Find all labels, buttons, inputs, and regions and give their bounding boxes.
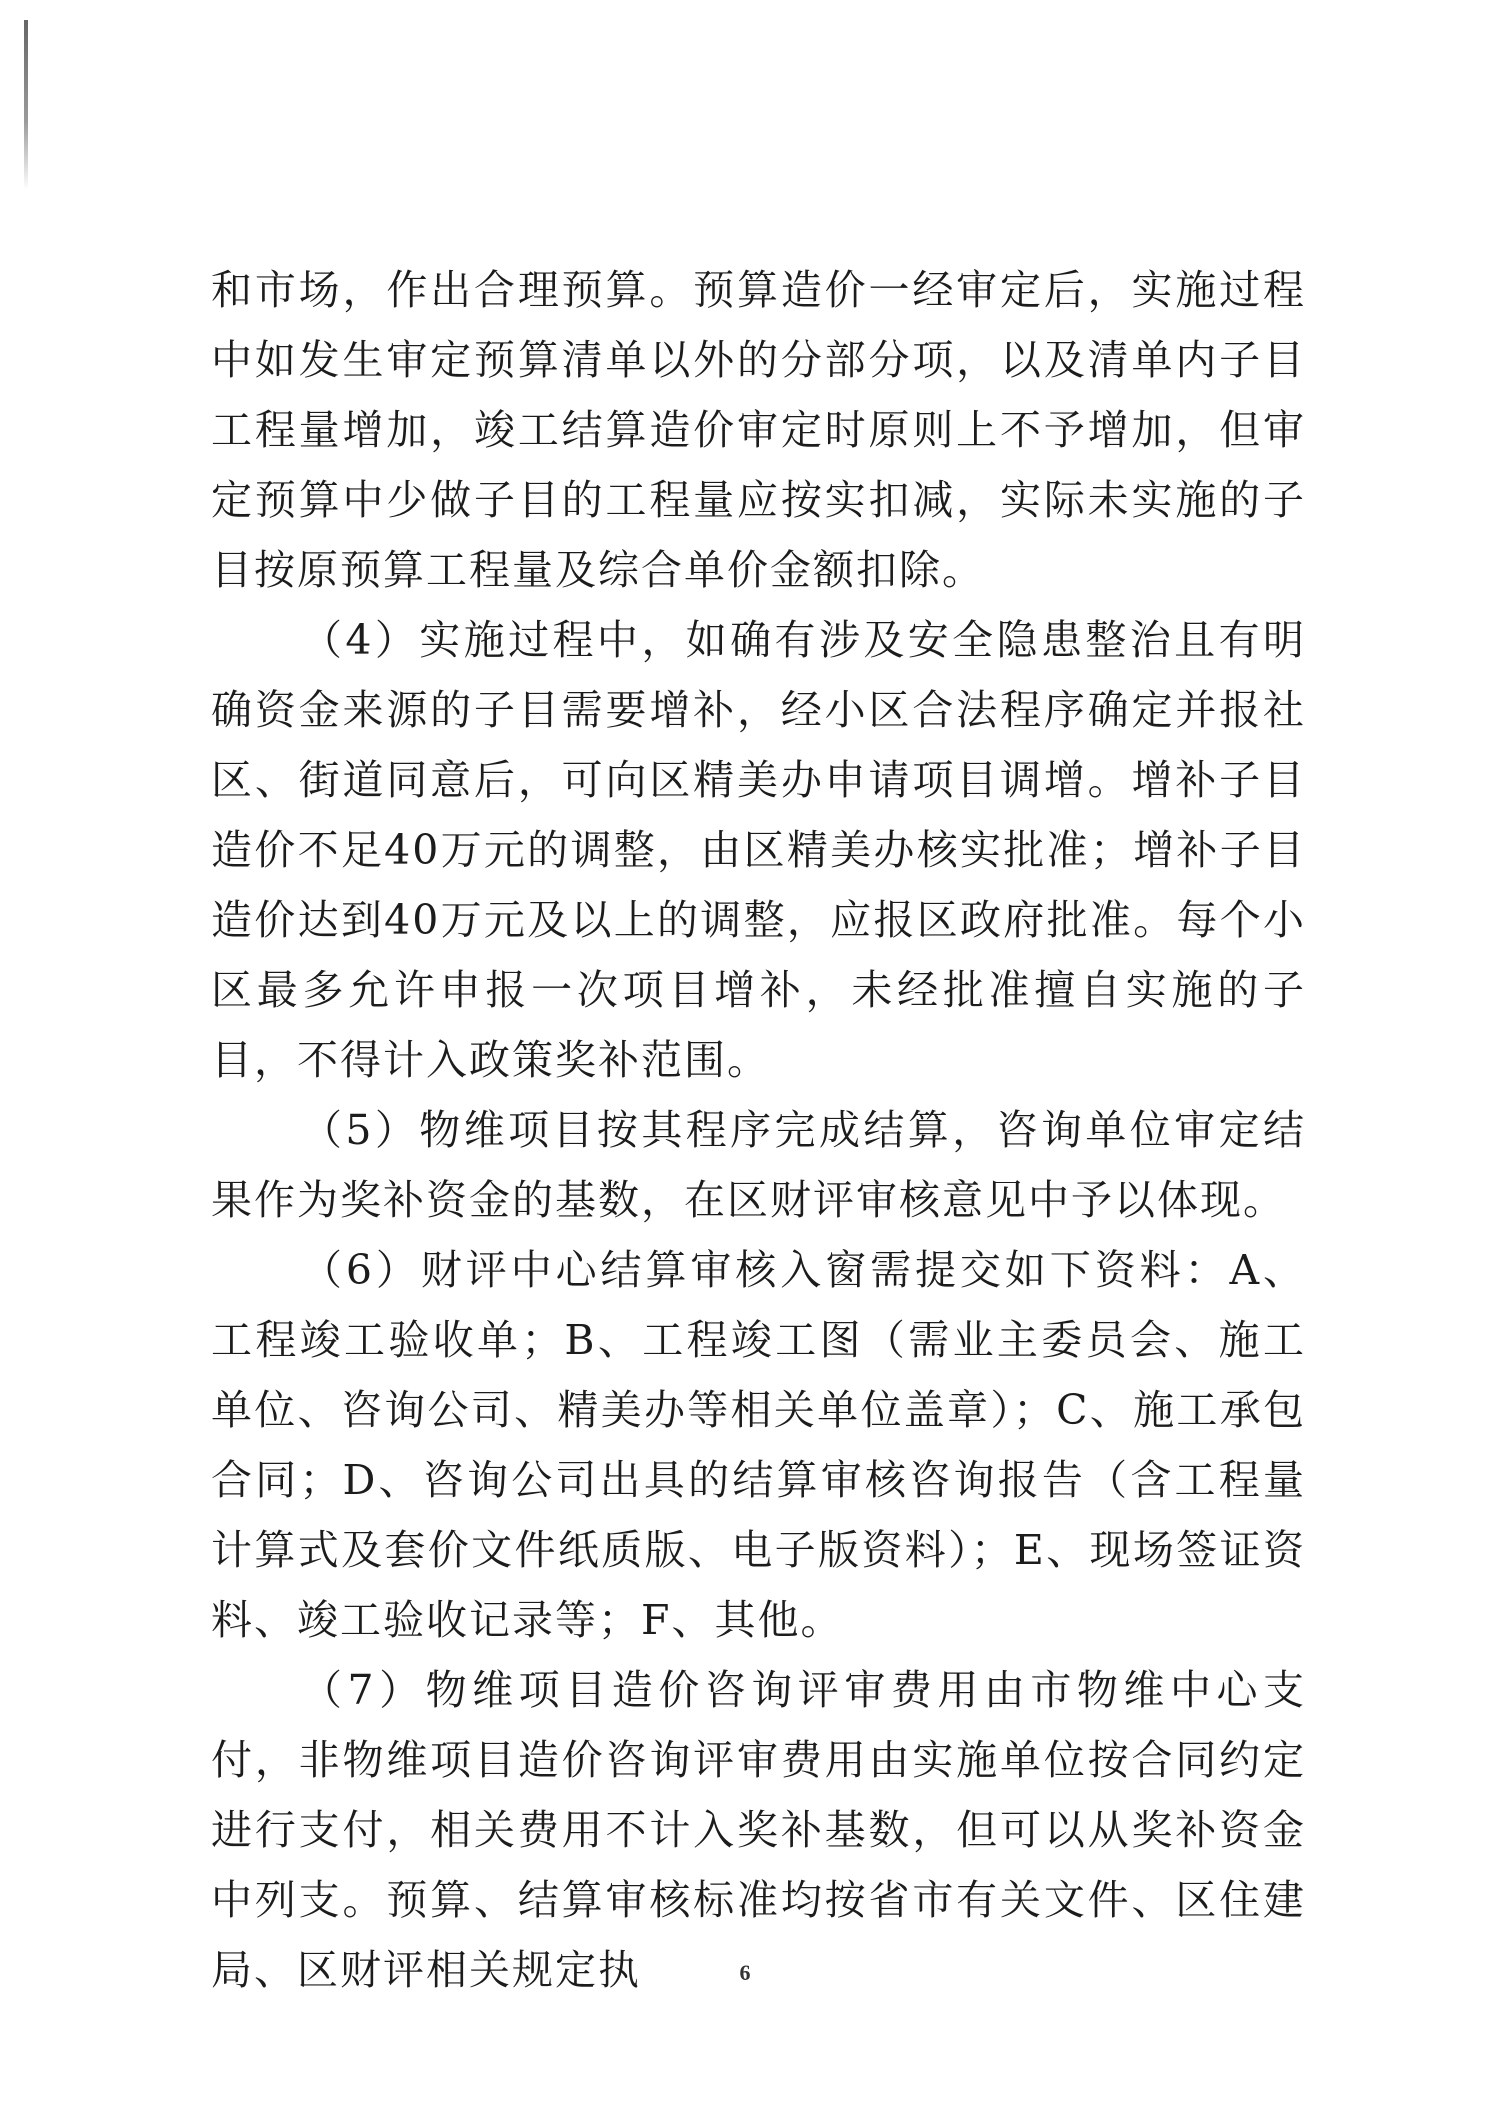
paragraph-item-7: （7）物维项目造价咨询评审费用由市物维中心支付，非物维项目造价咨询评审费用由实施单位按合同约定进行支付，相关费用不计入奖补基数，但可以从奖补资金中列支。预算、结算审核标准均按省市有关文件、区住建局、区财评相关规定执 xyxy=(211,1666,1306,1994)
paragraph-item-4: （4）实施过程中，如确有涉及安全隐患整治且有明确资金来源的子目需要增补，经小区合法程序确定并报社区、街道同意后，可向区精美办申请项目调增。增补子目造价不足40万元的调整，由区精美办核实批准；增补子目造价达到40万元及以上的调整，应报区政府批准。每个小区最多允许申报一次项目增补，未经批准擅自实施的子目，不得计入政策奖补范围。 xyxy=(211,616,1306,1084)
paragraph-item-6: （6）财评中心结算审核入窗需提交如下资料：A、工程竣工验收单；B、工程竣工图（需业主委员会、施工单位、咨询公司、精美办等相关单位盖章）；C、施工承包合同；D、咨询公司出具的结算审核咨询报告（含工程量计算式及套价文件纸质版、电子版资料）；E、现场签证资料、竣工验收记录等；F、其他。 xyxy=(211,1246,1306,1644)
paragraph-continuation: 和市场，作出合理预算。预算造价一经审定后，实施过程中如发生审定预算清单以外的分部分项，以及清单内子目工程量增加，竣工结算造价审定时原则上不予增加，但审定预算中少做子目的工程量应按实扣减，实际未实施的子目按原预算工程量及综合单价金额扣除。 xyxy=(211,266,1306,594)
paragraph-item-5: （5）物维项目按其程序完成结算，咨询单位审定结果作为奖补资金的基数，在区财评审核意见中予以体现。 xyxy=(211,1106,1306,1224)
page-number: 6 xyxy=(739,1960,751,1985)
document-body xyxy=(211,255,1306,2005)
scan-edge-mark xyxy=(24,20,28,190)
